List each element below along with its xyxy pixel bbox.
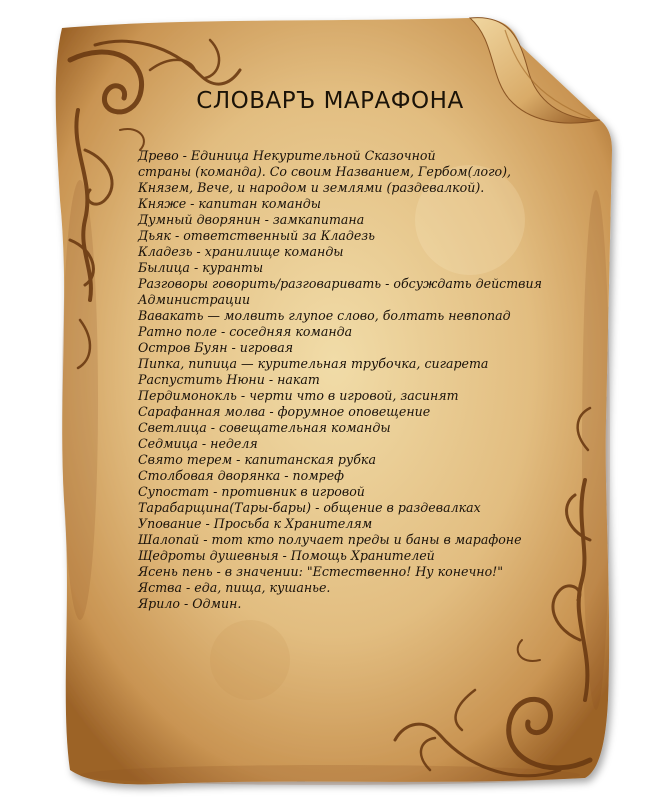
list-item: страны (команда). Со своим Названием, Гербом(лого),: [138, 164, 511, 179]
list-item: Дьяк - ответственный за Кладезь: [138, 228, 376, 243]
list-item: Супостат - противник в игровой: [138, 484, 365, 499]
glossary-list: [138, 148, 593, 612]
page-title: СЛОВАРЪ МАРАФОНА: [196, 88, 464, 114]
list-item: Ратно поле - соседняя команда: [138, 324, 353, 339]
list-item: Щедроты душевныя - Помощь Хранителей: [138, 548, 435, 563]
list-item: Тарабарщина(Тары-бары) - общение в раздевалках: [138, 500, 481, 515]
list-item: Пердимонокль - черти что в игровой, засинят: [138, 388, 459, 403]
list-item: Пипка, пипица — курительная трубочка, сигарета: [138, 356, 489, 371]
list-item: Ясень пень - в значении: "Естественно! Ну конечно!": [138, 564, 504, 579]
list-item: Ярило - Одмин.: [138, 596, 242, 611]
list-item: Светлица - совещательная команды: [138, 420, 391, 435]
list-item: Столбовая дворянка - помреф: [138, 468, 345, 483]
list-item: Остров Буян - игровая: [138, 340, 294, 355]
list-item: Думный дворянин - замкапитана: [138, 212, 365, 227]
list-item: Свято терем - капитанская рубка: [138, 452, 376, 467]
list-item: Распустить Нюни - накат: [138, 372, 320, 387]
list-item: Древо - Единица Некурительной Сказочной: [138, 148, 436, 163]
list-item: Былица - куранты: [138, 260, 264, 275]
list-item: Седмица - неделя: [138, 436, 258, 451]
list-item: Княже - капитан команды: [138, 196, 321, 211]
list-item: Администрации: [138, 292, 251, 307]
list-item: Шалопай - тот кто получает преды и баны в марафоне: [138, 532, 522, 547]
list-item: Князем, Вече, и народом и землями (раздевалкой).: [138, 180, 485, 195]
list-item: Кладезь - хранилище команды: [138, 244, 344, 259]
list-item: Разговоры говорить/разговаривать - обсуждать действия: [138, 276, 542, 291]
list-item: Упование - Просьба к Хранителям: [138, 516, 373, 531]
list-item: Яства - еда, пища, кушанье.: [138, 580, 331, 595]
list-item: Сарафанная молва - форумное оповещение: [138, 404, 431, 419]
list-item: Вавакать — молвить глупое слово, болтать невпопад: [138, 308, 511, 323]
